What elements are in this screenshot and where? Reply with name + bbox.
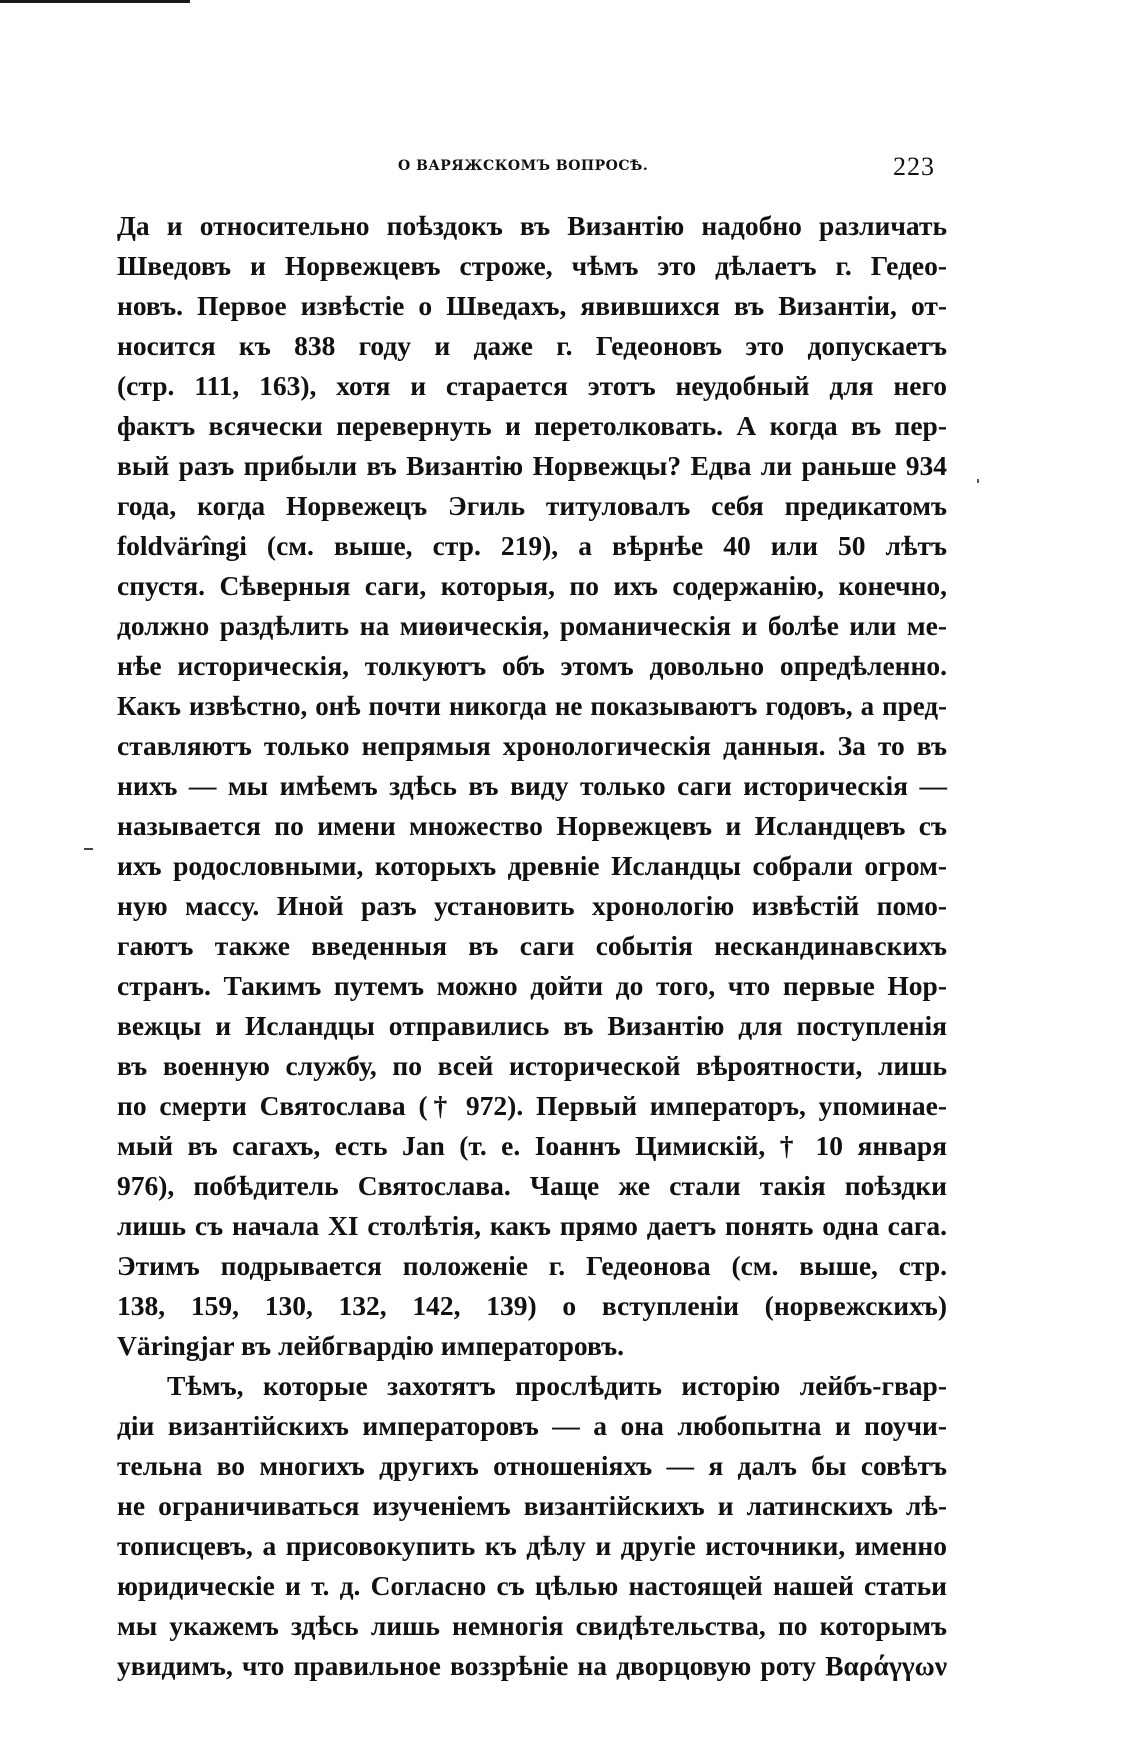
text-line: вый разъ прибыли въ Византію Норвежцы? Едва ли раньше 934 [117, 450, 947, 481]
text-line: года, когда Норвежецъ Эгиль титуловалъ себя предикатомъ [117, 490, 947, 521]
text-line: должно раздѣлить на миѳическія, романическія и болѣе или ме- [117, 610, 947, 641]
text-line: Шведовъ и Норвежцевъ строже, чѣмъ это дѣлаетъ г. Гедео- [117, 250, 947, 281]
text-line: мы укажемъ здѣсь лишь немногія свидѣтельства, по которымъ [117, 1610, 947, 1641]
text-line: лишь съ начала XI столѣтія, какъ прямо даетъ понять одна сага. [117, 1210, 947, 1241]
running-title: О ВАРЯЖСКОМЪ ВОПРОСѢ. [398, 158, 649, 174]
margin-dot [977, 479, 979, 483]
text-line: нѣе историческія, толкуютъ объ этомъ довольно опредѣленно. [117, 650, 947, 681]
text-line: тельна во многихъ другихъ отношеніяхъ — я далъ бы совѣтъ [117, 1450, 947, 1481]
text-line: тописцевъ, а присовокупить къ дѣлу и другіе источники, именно [117, 1530, 947, 1561]
body-text [117, 206, 947, 1686]
top-rule [0, 0, 190, 3]
text-line: носится къ 838 году и даже г. Гедеоновъ это допускаетъ [117, 330, 947, 361]
text-line: Да и относительно поѣздокъ въ Византію надобно различать [117, 210, 947, 241]
text-line: foldvärîngi (см. выше, стр. 219), а вѣрнѣе 40 или 50 лѣтъ [117, 530, 947, 561]
text-line: діи византійскихъ императоровъ — а она любопытна и поучи- [117, 1410, 947, 1441]
text-line: мый въ сагахъ, есть Jan (т. е. Іоаннъ Цимискій, † 10 января [117, 1130, 947, 1161]
text-line: Какъ извѣстно, онѣ почти никогда не показываютъ годовъ, а пред- [117, 691, 947, 721]
paragraph-1 [117, 206, 947, 1366]
text-line: 976), побѣдитель Святослава. Чаще же стали такія поѣздки [117, 1170, 947, 1201]
text-line: нихъ — мы имѣемъ здѣсь въ виду только саги историческія — [117, 770, 947, 801]
margin-mark [84, 848, 93, 850]
text-line: увидимъ, что правильное воззрѣніе на дворцовую роту Βαράγγων [117, 1650, 947, 1681]
text-line: ихъ родословными, которыхъ древніе Исландцы собрали огром- [117, 850, 947, 881]
text-line: называется по имени множество Норвежцевъ и Исландцевъ съ [117, 810, 947, 841]
page-number: 223 [893, 152, 935, 181]
text-line: странъ. Такимъ путемъ можно дойти до того, что первые Нор- [117, 970, 947, 1001]
text-line: 138, 159, 130, 132, 142, 139) о вступленіи (норвежскихъ) [117, 1290, 947, 1321]
text-line: вежцы и Исландцы отправились въ Византію для поступленія [117, 1010, 947, 1041]
paragraph-2 [117, 1366, 947, 1686]
text-line: спустя. Сѣверныя саги, которыя, по ихъ содержанію, конечно, [117, 570, 947, 601]
text-line: по смерти Святослава († 972). Первый императоръ, упоминае- [117, 1090, 947, 1121]
text-line: фактъ всячески перевернуть и перетолковать. А когда въ пер- [117, 410, 947, 441]
text-line: ную массу. Иной разъ установить хронологію извѣстій помо- [117, 890, 947, 921]
text-line: новъ. Первое извѣстіе о Шведахъ, явившихся въ Византіи, от- [117, 290, 947, 321]
text-line: Väringjar въ лейбгвардію императоровъ. [117, 1330, 625, 1361]
text-line: не ограничиваться изученіемъ византійскихъ и латинскихъ лѣ- [117, 1490, 947, 1521]
text-line: юридическіе и т. д. Согласно съ цѣлью настоящей нашей статьи [117, 1570, 947, 1601]
text-line: (стр. 111, 163), хотя и старается этотъ неудобный для него [117, 370, 947, 401]
text-line: ставляютъ только непрямыя хронологическія данныя. За то въ [117, 730, 947, 761]
text-line: гаютъ также введенныя въ саги событія нескандинавскихъ [117, 930, 947, 961]
text-line: Тѣмъ, которые захотятъ прослѣдить исторію лейбъ-гвар- [167, 1370, 947, 1401]
text-line: Этимъ подрывается положеніе г. Гедеонова (см. выше, стр. [117, 1250, 947, 1281]
text-line: въ военную службу, по всей исторической вѣроятности, лишь [117, 1050, 947, 1081]
